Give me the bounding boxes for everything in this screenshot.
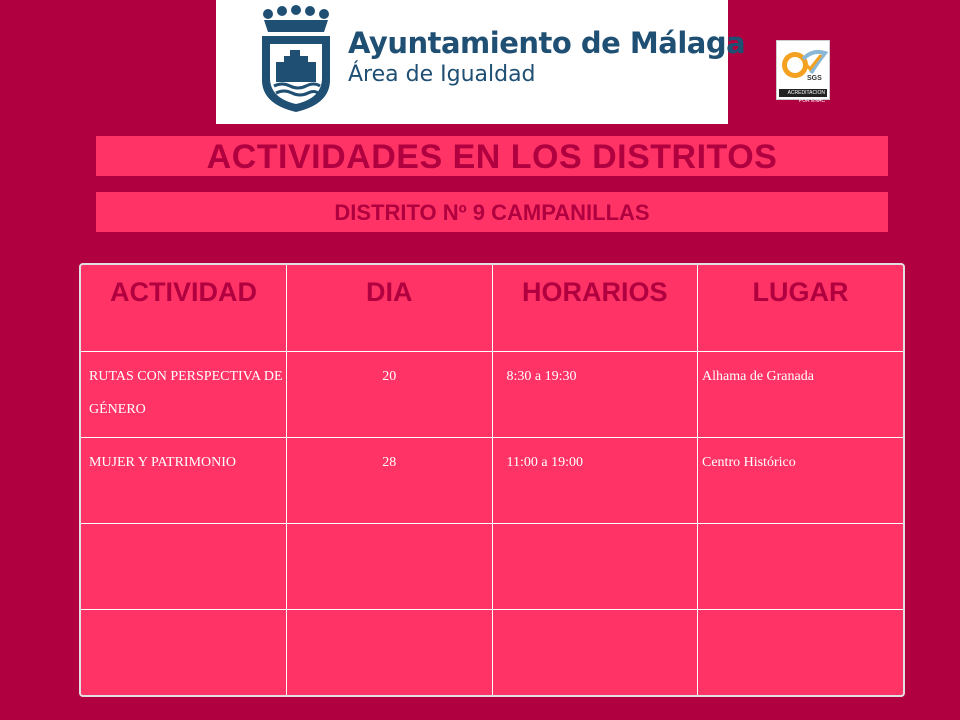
table-header-row	[81, 265, 903, 351]
header-dia: DIA	[287, 265, 493, 351]
table-row	[81, 351, 903, 437]
cell-horarios: 8:30 a 19:30	[492, 351, 698, 437]
cell-dia	[287, 609, 493, 695]
header-lugar: LUGAR	[698, 265, 904, 351]
cell-lugar: Alhama de Granada	[698, 351, 904, 437]
cell-horarios: 11:00 a 19:00	[492, 437, 698, 523]
table-row	[81, 523, 903, 609]
cell-lugar	[698, 609, 904, 695]
cell-dia: 28	[287, 437, 493, 523]
table-row	[81, 609, 903, 695]
page-title: ACTIVIDADES EN LOS DISTRITOS	[96, 136, 888, 176]
cell-dia: 20	[287, 351, 493, 437]
certification-badge	[776, 40, 830, 104]
district-subtitle: DISTRITO Nº 9 CAMPANILLAS	[96, 192, 888, 232]
coat-of-arms-icon	[256, 4, 336, 116]
table-row	[81, 437, 903, 523]
org-subtitle: Área de Igualdad	[348, 62, 536, 87]
cell-lugar: Centro Histórico	[698, 437, 904, 523]
cert-enac-label: ACREDITACION POR ENAC	[779, 89, 827, 97]
activities-table	[79, 263, 905, 697]
cell-actividad: MUJER Y PATRIMONIO	[81, 437, 287, 523]
cell-actividad	[81, 609, 287, 695]
org-name: Ayuntamiento de Málaga	[348, 26, 746, 60]
header-actividad: ACTIVIDAD	[81, 265, 287, 351]
certification-seal-icon	[777, 41, 831, 93]
cell-lugar	[698, 523, 904, 609]
cert-brand: SGS	[807, 75, 822, 82]
logo-banner	[216, 0, 746, 124]
cell-actividad: RUTAS CON PERSPECTIVA DE GÉNERO	[81, 351, 287, 437]
header-horarios: HORARIOS	[492, 265, 698, 351]
cell-actividad	[81, 523, 287, 609]
cell-dia	[287, 523, 493, 609]
cell-horarios	[492, 523, 698, 609]
cell-horarios	[492, 609, 698, 695]
